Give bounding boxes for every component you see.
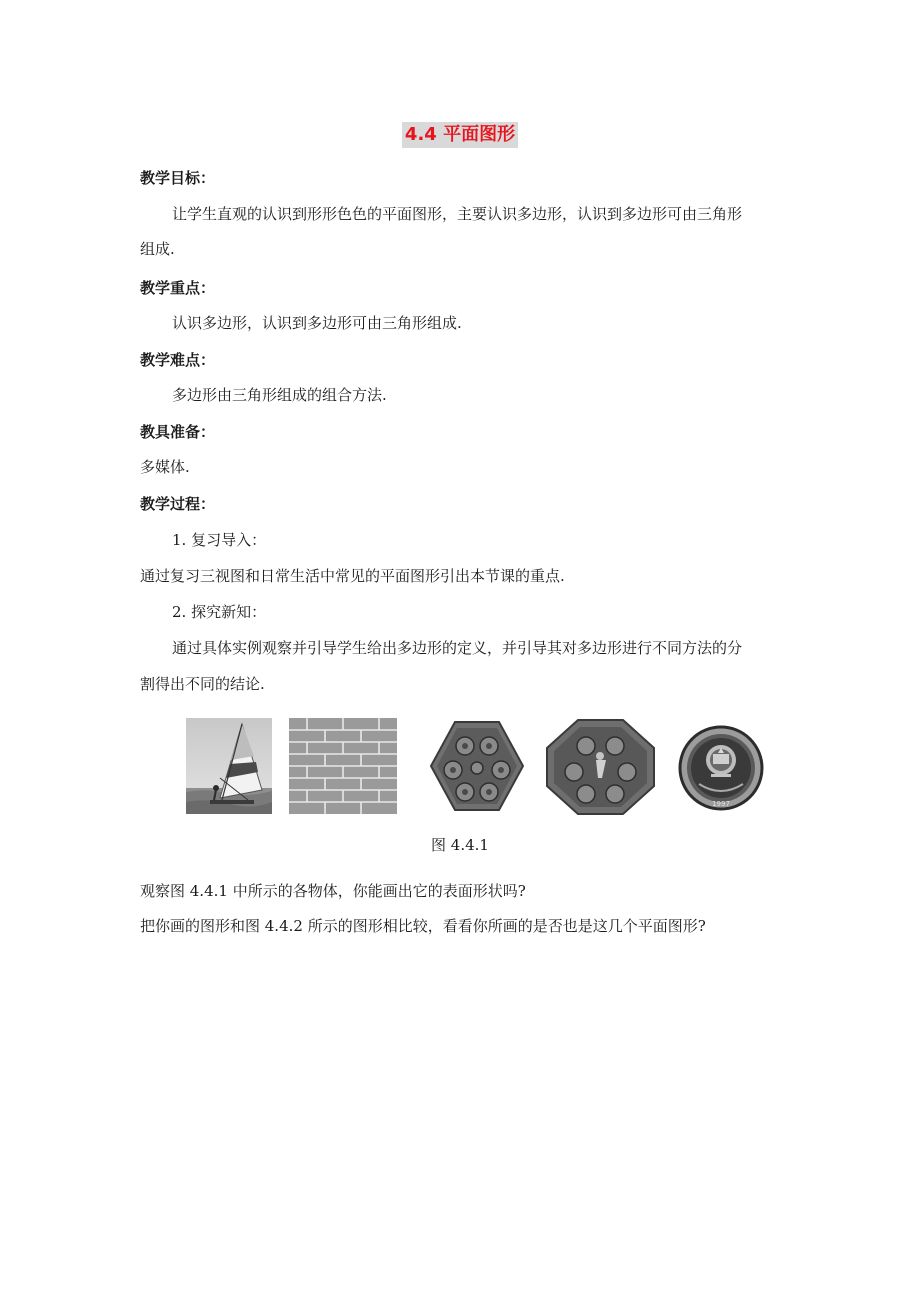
title-container bbox=[0, 122, 920, 148]
process-step2-text-line1: 通过具体实例观察并引导学生给出多边形的定义，并引导其对多边形进行不同方法的分 bbox=[172, 639, 743, 657]
figure-caption: 图 4.4.1 bbox=[431, 836, 489, 854]
objectives-heading: 教学目标： bbox=[140, 169, 216, 187]
brick-wall-image bbox=[289, 718, 397, 814]
objectives-text-line1: 让学生直观的认识到形形色色的平面图形，主要认识多边形，认识到多边形可由三角形 bbox=[172, 205, 743, 223]
difficulties-heading: 教学难点： bbox=[140, 351, 216, 369]
materials-text: 多媒体. bbox=[140, 458, 190, 476]
difficulties-text: 多边形由三角形组成的组合方法. bbox=[172, 386, 387, 404]
key-points-heading: 教学重点： bbox=[140, 279, 216, 297]
process-step2-label: 2. 探究新知： bbox=[172, 603, 267, 621]
sailboard-image bbox=[186, 718, 272, 814]
question-2: 把你画的图形和图 4.4.2 所示的图形相比较，看看你所画的是否也是这几个平面图形? bbox=[140, 917, 706, 935]
one-yuan-coin-image bbox=[677, 718, 765, 818]
process-step2-text-line2: 割得出不同的结论. bbox=[140, 675, 265, 693]
objectives-text-line2: 组成. bbox=[140, 240, 175, 258]
question-1: 观察图 4.4.1 中所示的各物体，你能画出它的表面形状吗? bbox=[140, 882, 526, 900]
figure-image-row bbox=[0, 718, 920, 818]
materials-heading: 教具准备： bbox=[140, 423, 216, 441]
hexagon-coin-image bbox=[427, 718, 527, 814]
key-points-text: 认识多边形，认识到多边形可由三角形组成. bbox=[172, 314, 462, 332]
page-title: 4.4 平面图形 bbox=[402, 122, 518, 148]
octagon-coin-image bbox=[544, 718, 657, 816]
coin-year-label: 1997 bbox=[712, 800, 730, 808]
process-heading: 教学过程： bbox=[140, 495, 216, 513]
process-step1-text: 通过复习三视图和日常生活中常见的平面图形引出本节课的重点. bbox=[140, 567, 565, 585]
process-step1-label: 1. 复习导入： bbox=[172, 531, 267, 549]
